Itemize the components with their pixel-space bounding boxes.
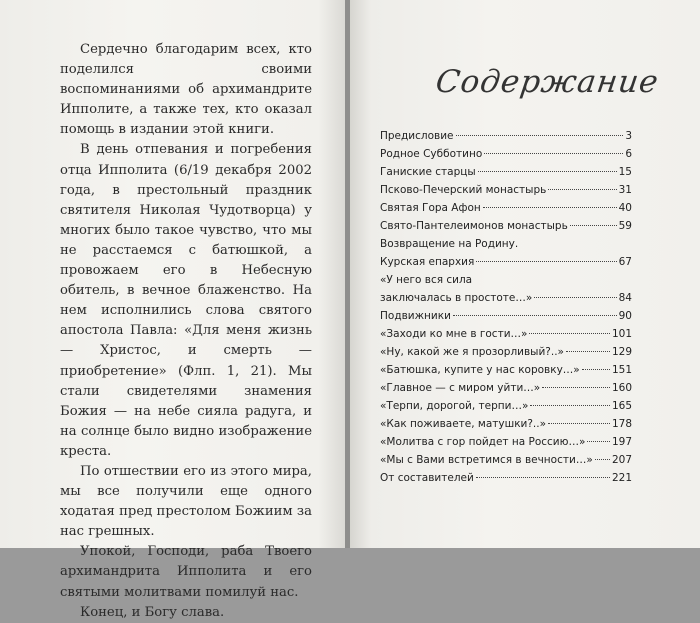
- toc-page-number: 90: [618, 310, 632, 322]
- toc-dot-leader: [529, 333, 610, 334]
- toc-page-number: 197: [611, 436, 632, 448]
- toc-entry-title: Святая Гора Афон: [380, 202, 481, 214]
- toc-entry-title-cont: Курская епархия: [380, 256, 475, 268]
- paragraph: Сердечно благодарим всех, кто поделился своими воспоминаниями об архимандрите Ипполите, а также тех, кто оказал помощь в издании этой книги.: [60, 42, 312, 138]
- toc-page-number: 151: [611, 364, 632, 376]
- toc-entry: [380, 235, 632, 271]
- toc-page-number: 84: [618, 292, 632, 304]
- toc-dot-leader: [566, 351, 610, 352]
- toc-entry: [380, 469, 632, 487]
- toc-entry: [380, 307, 632, 325]
- toc-entry: [380, 451, 632, 469]
- toc-dot-leader: [483, 207, 617, 208]
- toc-page-number: 3: [625, 130, 632, 142]
- toc-dot-leader: [484, 153, 623, 154]
- toc-entry-title: Свято-Пантелеимонов монастырь: [380, 220, 568, 232]
- toc-entry: [380, 181, 632, 199]
- toc-entry-title: «Заходи ко мне в гости…»: [380, 328, 528, 340]
- toc-entry-title: «Молитва с гор пойдет на Россию…»: [380, 436, 586, 448]
- left-page: [0, 0, 346, 620]
- toc-entry-title: Родное Субботино: [380, 148, 483, 160]
- toc-page-number: 207: [611, 454, 632, 466]
- toc-entry: [380, 433, 632, 451]
- toc-entry-title: Предисловие: [380, 130, 454, 142]
- toc-entry: [380, 127, 632, 145]
- toc-entry-title: «Главное — с миром уйти…»: [380, 382, 541, 394]
- toc-page-number: 160: [611, 382, 632, 394]
- toc-dot-leader: [478, 171, 617, 172]
- paragraph: Упокой, Господи, раба Твоего архимандрита Ипполита и его святыми молитвами помилуй нас.: [60, 544, 312, 600]
- toc-entry: [380, 163, 632, 181]
- toc-page-number: 165: [611, 400, 632, 412]
- toc-dot-leader: [548, 423, 610, 424]
- toc-page-number: 129: [611, 346, 632, 358]
- toc-entry: [380, 343, 632, 361]
- toc-dot-leader: [476, 261, 616, 262]
- toc-page-number: 101: [611, 328, 632, 340]
- toc-title: Содержание: [433, 64, 662, 100]
- toc-entry-title: Подвижники: [380, 310, 451, 322]
- toc-entry-title: «Мы с Вами встретимся в вечности…»: [380, 454, 593, 466]
- toc-entry-title: «Как поживаете, матушки?..»: [380, 418, 547, 430]
- toc-entry: [380, 217, 632, 235]
- toc-dot-leader: [453, 315, 617, 316]
- toc-dot-leader: [530, 405, 610, 406]
- toc-entry-title: «У него вся сила: [380, 274, 473, 286]
- toc-entry-title: Ганиские старцы: [380, 166, 476, 178]
- toc-page-number: 67: [618, 256, 632, 268]
- paragraph: Конец, и Богу слава.: [80, 604, 225, 620]
- toc-entry-title: «Терпи, дорогой, терпи…»: [380, 400, 529, 412]
- toc-entry: [380, 361, 632, 379]
- toc-entry-title: От составителей: [380, 472, 474, 484]
- toc-entry: [380, 145, 632, 163]
- toc-dot-leader: [595, 459, 610, 460]
- table-of-contents: [380, 127, 632, 487]
- toc-entry: [380, 415, 632, 433]
- toc-dot-leader: [570, 225, 617, 226]
- toc-dot-leader: [476, 477, 610, 478]
- toc-dot-leader: [587, 441, 610, 442]
- toc-page-number: 40: [618, 202, 632, 214]
- toc-dot-leader: [542, 387, 610, 388]
- toc-entry-title: Псково-Печерский монастырь: [380, 184, 547, 196]
- paragraph: В день отпевания и погребения отца Ипполита (6/19 декабря 2002 года, в престольный праздник святителя Николая Чудотворца) у многих было такое чувство, что мы не расстаемся с батюшкой, а провожаем его в Небесную обитель, в вечное блаженство. На нем исполнились слова святого апостола Павла: «Для меня жизнь — Христос, и смерть — приобретение» (Флп. 1, 21). Мы стали свидетелями знамения Божия — на небе сияла радуга, и на солнце было видно изображение креста.: [60, 142, 312, 459]
- toc-entry-title: Возвращение на Родину.: [380, 238, 519, 250]
- toc-entry: [380, 199, 632, 217]
- toc-dot-leader: [456, 135, 624, 136]
- left-page-text: [60, 40, 312, 623]
- toc-page-number: 59: [618, 220, 632, 232]
- toc-entry-title: «Батюшка, купите у нас коровку…»: [380, 364, 580, 376]
- paragraph: По отшествии его из этого мира, мы все получили еще одного ходатая пред престолом Божиим за нас грешных.: [60, 463, 312, 540]
- toc-dot-leader: [582, 369, 610, 370]
- toc-dot-leader: [548, 189, 616, 190]
- toc-entry: [380, 271, 632, 307]
- toc-entry: [380, 325, 632, 343]
- toc-page-number: 178: [611, 418, 632, 430]
- toc-page-number: 31: [618, 184, 632, 196]
- toc-entry: [380, 397, 632, 415]
- toc-page-number: 221: [611, 472, 632, 484]
- toc-dot-leader: [534, 297, 616, 298]
- toc-page-number: 15: [618, 166, 632, 178]
- toc-entry-title: «Ну, какой же я прозорливый?..»: [380, 346, 564, 358]
- toc-page-number: 6: [625, 148, 632, 160]
- toc-entry-title-cont: заключалась в простоте…»: [380, 292, 533, 304]
- toc-entry: [380, 379, 632, 397]
